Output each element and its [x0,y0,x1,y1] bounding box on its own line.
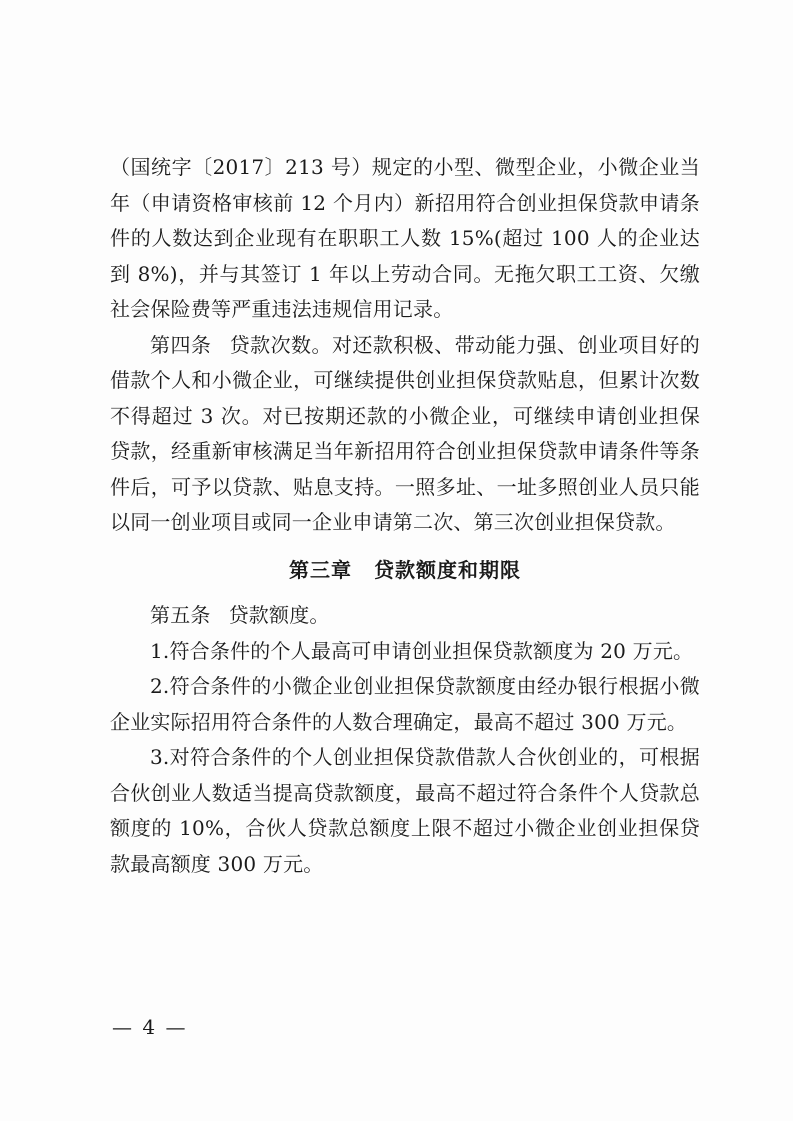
article-5-item-2: 2.符合条件的小微企业创业担保贷款额度由经办银行根据小微企业实际招用符合条件的人数合理确定，最高不超过 300 万元。 [110,674,700,734]
chapter-number: 第三章 [289,557,352,582]
article-5-item-1: 1.符合条件的个人最高可申请创业担保贷款额度为 20 万元。 [150,638,694,663]
article-5-item-3: 3.对符合条件的个人创业担保贷款借款人合伙创业的，可根据合伙创业人数适当提高贷款额度，最高不超过符合条件个人贷款总额度的 10%，合伙人贷款总额度上限不超过小微企业创业担保贷款最高额度 300 万元。 [110,745,700,876]
article-5 [110,598,700,634]
article-4 [110,328,700,541]
paragraph-enterprise-conditions: （国统字〔2017〕213 号）规定的小型、微型企业，小微企业当年（申请资格审核前 12 个月内）新招用符合创业担保贷款申请条件的人数达到企业现有在职职工人数 15%(超过 100 人的企业达到 8%)，并与其签订 1 年以上劳动合同。无拖欠职工工资、欠缴社会保险费等严重违法违规信用记录。 [110,155,700,321]
chapter-title: 贷款额度和期限 [374,557,521,582]
chapter-heading [110,553,700,589]
page-number: — 4 — [112,1015,188,1039]
article-4-heading: 第四条 [150,332,212,357]
article-5-heading: 第五条 [150,603,211,627]
article-4-text: 贷款次数。对还款积极、带动能力强、创业项目好的借款个人和小微企业，可继续提供创业担保贷款贴息，但累计次数不得超过 3 次。对已按期还款的小微企业，可继续申请创业担保贷款，经重新审核满足当年新招用符合创业担保贷款申请条件等条件后，可予以贷款、贴息支持。一照多址、一址多照创业人员只能以同一创业项目或同一企业申请第二次、第三次创业担保贷款。 [110,332,700,534]
article-5-text: 贷款额度。 [228,603,330,627]
document-body [110,150,700,882]
